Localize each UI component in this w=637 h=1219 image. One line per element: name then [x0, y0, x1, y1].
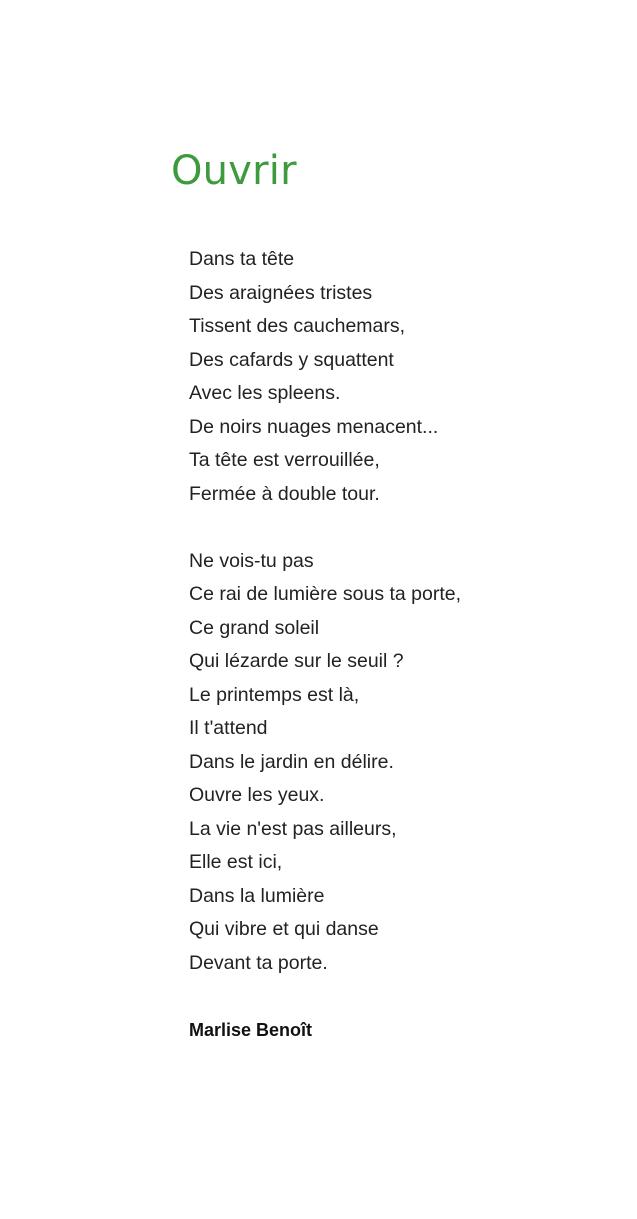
- stanza-2: [189, 545, 609, 981]
- poem-line: Ce rai de lumière sous ta porte,: [189, 583, 462, 605]
- poem-line: Tissent des cauchemars,: [189, 315, 406, 337]
- poem-body: [189, 243, 609, 980]
- poem-line: Qui lézarde sur le seuil ?: [189, 650, 404, 672]
- poem-line: Dans la lumière: [189, 884, 325, 907]
- poem-title: Ouvrir: [171, 148, 297, 194]
- poem-line: Avec les spleens.: [189, 382, 341, 404]
- poem-line: Le printemps est là,: [189, 683, 360, 706]
- poem-line: Ouvre les yeux.: [189, 784, 325, 806]
- poem-line: De noirs nuages menacent...: [189, 415, 439, 438]
- poem-line: Des araignées tristes: [189, 281, 373, 304]
- poem-line: Dans ta tête: [189, 248, 295, 270]
- stanza-1: [189, 243, 609, 511]
- poem-line: Devant ta porte.: [189, 951, 328, 974]
- poem-line: Il t'attend: [189, 717, 268, 739]
- poem-line: Elle est ici,: [189, 851, 283, 873]
- poem-line: Ce grand soleil: [189, 616, 320, 639]
- poem-line: Fermée à double tour.: [189, 482, 380, 505]
- poem-line: Ta tête est verrouillée,: [189, 449, 380, 471]
- poem-line: Ne vois-tu pas: [189, 549, 314, 572]
- poem-line: La vie n'est pas ailleurs,: [189, 817, 397, 840]
- poem-line: Dans le jardin en délire.: [189, 750, 394, 773]
- poem-line: Des cafards y squattent: [189, 348, 394, 371]
- poem-line: Qui vibre et qui danse: [189, 918, 379, 940]
- author-name: Marlise Benoît: [189, 1020, 313, 1040]
